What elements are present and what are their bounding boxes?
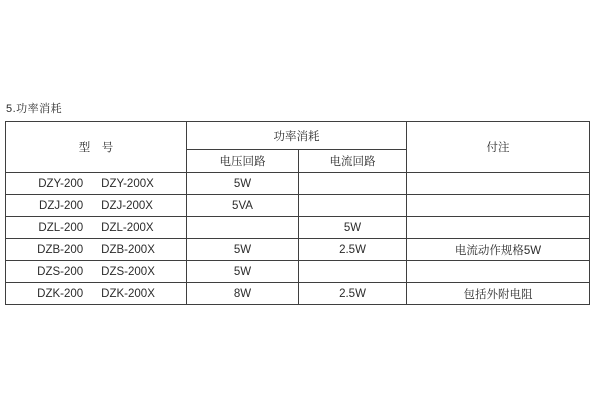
table-row <box>6 173 590 195</box>
voltage-cell: 8W <box>187 283 299 305</box>
model-name-x: DZY-200X <box>101 177 154 190</box>
model-name: DZS-200 <box>37 265 84 278</box>
col-header-model: 型 号 <box>6 122 187 173</box>
model-cell <box>6 261 187 283</box>
model-name-x: DZK-200X <box>101 287 155 300</box>
model-name-x: DZB-200X <box>101 243 155 256</box>
table-row <box>6 195 590 217</box>
model-name: DZK-200 <box>37 287 84 300</box>
table-row <box>6 261 590 283</box>
voltage-cell <box>187 217 299 239</box>
model-name: DZB-200 <box>37 243 84 256</box>
col-header-current: 电流回路 <box>299 150 407 173</box>
model-cell <box>6 239 187 261</box>
table-row <box>6 283 590 305</box>
model-cell <box>6 195 187 217</box>
note-cell <box>407 173 590 195</box>
current-cell <box>299 261 407 283</box>
col-header-power: 功率消耗 <box>187 122 407 150</box>
model-name: DZY-200 <box>38 177 84 190</box>
voltage-cell: 5W <box>187 261 299 283</box>
model-name-x: DZS-200X <box>101 265 155 278</box>
note-cell <box>407 217 590 239</box>
section-title: 5.功率消耗 <box>6 103 63 115</box>
current-cell: 5W <box>299 217 407 239</box>
table-row <box>6 217 590 239</box>
note-cell <box>407 195 590 217</box>
voltage-cell: 5W <box>187 173 299 195</box>
note-cell <box>407 261 590 283</box>
current-cell <box>299 195 407 217</box>
model-name: DZL-200 <box>38 221 84 234</box>
voltage-cell: 5VA <box>187 195 299 217</box>
current-cell: 2.5W <box>299 239 407 261</box>
col-header-note: 付注 <box>407 122 590 173</box>
model-cell <box>6 217 187 239</box>
current-cell <box>299 173 407 195</box>
model-name-x: DZJ-200X <box>101 199 153 212</box>
model-cell <box>6 283 187 305</box>
table-row <box>6 239 590 261</box>
current-cell: 2.5W <box>299 283 407 305</box>
note-cell: 电流动作规格5W <box>407 239 590 261</box>
power-consumption-table <box>5 121 590 305</box>
model-name-x: DZL-200X <box>101 221 154 234</box>
col-header-voltage: 电压回路 <box>187 150 299 173</box>
note-cell: 包括外附电阻 <box>407 283 590 305</box>
voltage-cell: 5W <box>187 239 299 261</box>
model-cell <box>6 173 187 195</box>
model-name: DZJ-200 <box>39 199 84 212</box>
header-row-1 <box>6 122 590 150</box>
